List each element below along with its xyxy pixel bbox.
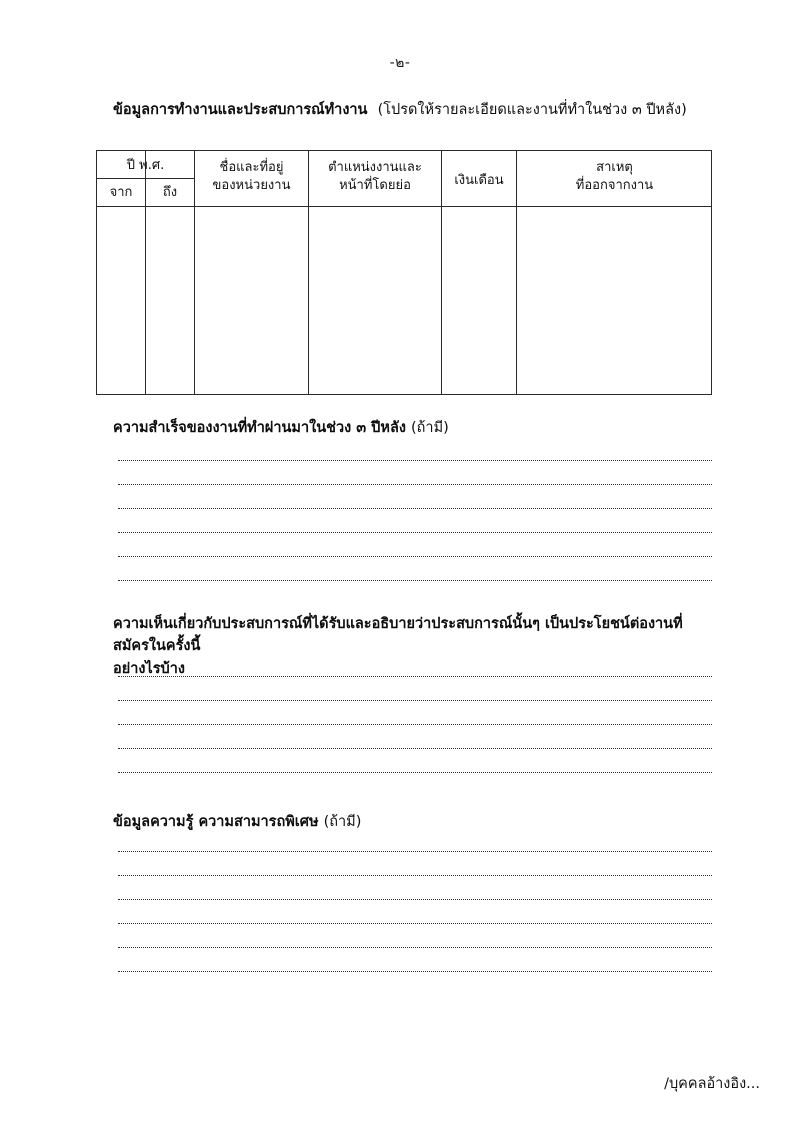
achievements-heading-note: (ถ้ามี) [410, 420, 449, 436]
table-header-position [309, 159, 441, 195]
special-skills-heading [113, 812, 361, 834]
special-skills-heading-title: ข้อมูลความรู้ ความสามารถพิเศษ [113, 814, 319, 830]
footer-continuation-note: /บุคคลอ้างอิง... [664, 1076, 760, 1092]
achievements-line-3[interactable] [118, 507, 712, 509]
experience-opinion-heading-line2: อย่างไรบ้าง [113, 660, 185, 677]
table-header-rule [97, 206, 711, 207]
achievements-line-1[interactable] [118, 459, 712, 461]
special-skills-heading-note: (ถ้ามี) [323, 814, 362, 830]
achievements-heading-title: ความสำเร็จของงานที่ทำผ่านมาในช่วง ๓ ปีหลัง [113, 420, 406, 436]
achievements-heading [113, 418, 449, 440]
table-header-position-line2: หน้าที่โดยย่อ [339, 178, 411, 194]
achievements-line-5[interactable] [118, 555, 712, 557]
achievements-line-4[interactable] [118, 531, 712, 533]
special-skills-line-6[interactable] [118, 970, 712, 972]
special-skills-line-2[interactable] [118, 874, 712, 876]
table-header-year-from: จาก [109, 185, 133, 200]
page-number: -๒- [389, 55, 411, 71]
experience-opinion-line-4[interactable] [118, 747, 712, 749]
work-experience-heading-title: ข้อมูลการทำงานและประสบการณ์ทำงาน [113, 102, 368, 118]
table-header-reason-line2: ที่ออกจากงาน [575, 178, 654, 194]
table-year-subrule [97, 178, 194, 179]
table-header-reason [517, 159, 712, 195]
table-header-reason-line1: สาเหตุ [596, 160, 633, 175]
experience-opinion-line-5[interactable] [118, 771, 712, 773]
achievements-line-2[interactable] [118, 483, 712, 485]
experience-opinion-heading [113, 613, 713, 680]
special-skills-line-5[interactable] [118, 946, 712, 948]
experience-opinion-line-1[interactable] [118, 675, 712, 677]
work-experience-heading [113, 100, 687, 122]
special-skills-line-3[interactable] [118, 898, 712, 900]
experience-opinion-heading-line1: ความเห็นเกี่ยวกับประสบการณ์ที่ได้รับและอธิบายว่าประสบการณ์นั้นๆ เป็นประโยชน์ต่องานที่สมัครในครั้งนี้ [113, 616, 683, 655]
work-experience-table [96, 150, 712, 395]
table-header-organization-line2: ของหน่วยงาน [212, 178, 291, 194]
experience-opinion-line-2[interactable] [118, 699, 712, 701]
table-header-organization-line1: ชื่อและที่อยู่ [219, 160, 284, 175]
table-header-organization [195, 159, 308, 195]
table-header-year-to: ถึง [162, 185, 178, 200]
table-header-salary: เงินเดือน [454, 173, 504, 188]
experience-opinion-line-3[interactable] [118, 723, 712, 725]
special-skills-line-4[interactable] [118, 922, 712, 924]
table-header-year: ปี พ.ศ. [126, 158, 165, 173]
work-experience-heading-note: (โปรดให้รายละเอียดและงานที่ทำในช่วง ๓ ปีหลัง) [377, 102, 687, 118]
achievements-line-6[interactable] [118, 579, 712, 581]
table-header-position-line1: ตำแหน่งงานและ [328, 160, 422, 175]
special-skills-line-1[interactable] [118, 850, 712, 852]
